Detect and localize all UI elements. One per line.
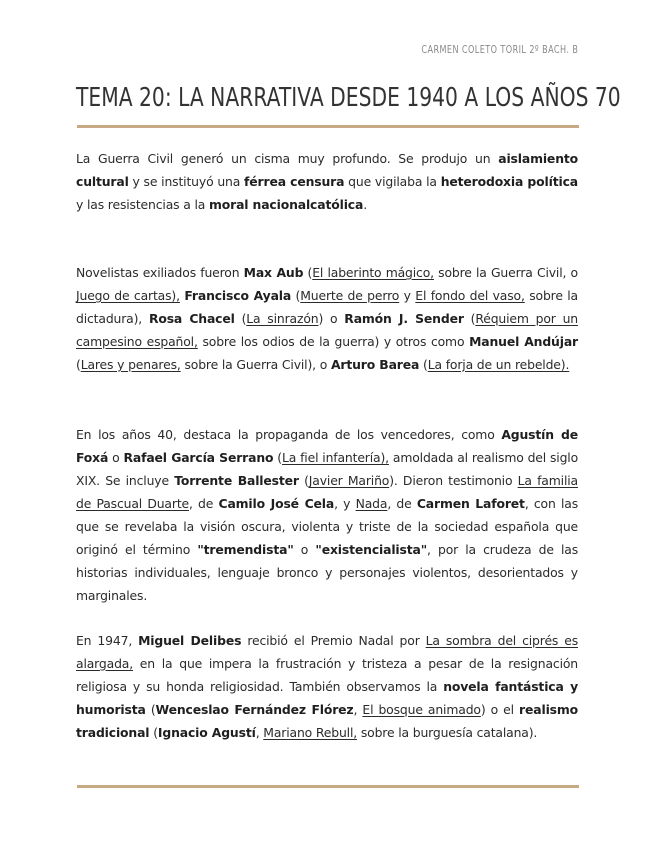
text-run: sobre la Guerra Civil), o — [180, 357, 331, 372]
text-run: Novelistas exiliados fueron — [76, 265, 244, 280]
text-run: recibió el Premio Nadal por — [241, 633, 426, 648]
text-run: sobre los odios de la guerra) y otros como — [197, 334, 470, 349]
text-run: En los años 40, destaca la propaganda de los vencedores, como — [76, 427, 502, 442]
text-run: . — [363, 197, 367, 212]
paragraph-1940s — [76, 423, 578, 607]
book-title: Réquiem por un campesino español, — [76, 311, 578, 349]
text-run: y se instituyó una — [128, 174, 245, 189]
paragraph-exiled-novelists — [76, 261, 578, 376]
author-name: Francisco Ayala — [184, 288, 292, 303]
text-run: ( — [463, 311, 476, 326]
author-name: Ignacio Agustí — [157, 725, 256, 740]
author-name: Camilo José Cela — [218, 496, 335, 511]
text-run: ( — [273, 450, 282, 465]
text-run: , con las que se revelaba la visión oscura, violenta y triste de la sociedad española que originó el término — [76, 496, 579, 557]
book-title: Juego de cartas), — [76, 288, 180, 303]
text-run: , de — [189, 496, 219, 511]
text-run: En 1947, — [76, 633, 139, 648]
text-run: sobre la Guerra Civil, o — [433, 265, 578, 280]
bold-term: aislamiento cultural — [76, 151, 578, 189]
bold-term: realismo tradicional — [76, 702, 579, 740]
text-run: ( — [149, 725, 158, 740]
text-run: y las resistencias a la — [76, 197, 209, 212]
text-run: ) o — [318, 311, 345, 326]
book-title: Javier Mariño — [308, 473, 390, 488]
book-title: El bosque animado — [362, 702, 481, 717]
text-run: que vigilaba la — [344, 174, 441, 189]
text-run: ( — [291, 288, 301, 303]
bold-term: férrea censura — [244, 174, 345, 189]
book-title: La fiel infantería), — [281, 450, 389, 465]
text-run: ( — [298, 473, 309, 488]
footer-divider — [77, 785, 579, 788]
author-name: Rosa Chacel — [148, 311, 235, 326]
book-title: La familia de Pascual Duarte — [76, 473, 578, 511]
book-title: La sinrazón — [246, 311, 319, 326]
text-run: o — [108, 450, 124, 465]
text-run: ( — [419, 357, 428, 372]
book-title: La forja de un rebelde). — [427, 357, 570, 372]
text-run: ( — [76, 357, 81, 372]
book-title: Muerte de perro — [300, 288, 400, 303]
author-name: Wenceslao Fernández Flórez — [155, 702, 354, 717]
text-run: ) o el — [480, 702, 520, 717]
book-title: El fondo del vaso, — [415, 288, 525, 303]
bold-term: novela fantástica y humorista — [76, 679, 578, 717]
book-title: Lares y penares, — [80, 357, 181, 372]
title-divider — [77, 125, 579, 128]
paragraph-1947 — [76, 629, 578, 744]
text-run: , de — [387, 496, 417, 511]
author-name: Arturo Barea — [330, 357, 420, 372]
author-name: Torrente Ballester — [174, 473, 299, 488]
text-run: ( — [234, 311, 247, 326]
text-run: ( — [145, 702, 156, 717]
bold-term: "existencialista" — [315, 542, 428, 557]
text-run: , — [255, 725, 264, 740]
text-run: y — [399, 288, 416, 303]
author-name: Max Aub — [243, 265, 304, 280]
author-name: Rafael García Serrano — [123, 450, 274, 465]
text-run: , — [353, 702, 363, 717]
text-run: o — [293, 542, 316, 557]
text-run: sobre la burguesía catalana). — [357, 725, 538, 740]
text-run: ). Dieron testimonio — [389, 473, 518, 488]
author-name: Carmen Laforet — [416, 496, 525, 511]
book-title: La sombra del ciprés es alargada, — [76, 633, 579, 671]
author-name: Ramón J. Sender — [344, 311, 464, 326]
author-name: Agustín de Foxá — [76, 427, 578, 465]
author-name: Miguel Delibes — [138, 633, 242, 648]
text-run: en la que impera la frustración y tristeza a pesar de la resignación religiosa y su honda religiosidad. También observamos la — [76, 656, 578, 694]
text-run: amoldada al realismo del siglo XIX. Se incluye — [76, 450, 579, 488]
paragraph-intro — [76, 147, 578, 216]
text-run: , y — [334, 496, 356, 511]
book-title: Mariano Rebull, — [263, 725, 358, 740]
bold-term: "tremendista" — [197, 542, 294, 557]
text-run: , por la crudeza de las historias individuales, lenguaje bronco y personajes violentos, desorientados y marginales. — [76, 542, 578, 603]
page-header: CARMEN COLETO TORIL 2º BACH. B — [421, 43, 578, 56]
author-name: Manuel Andújar — [469, 334, 578, 349]
book-title: El laberinto mágico, — [312, 265, 434, 280]
bold-term: moral nacionalcatólica — [208, 197, 364, 212]
book-title: Nada — [355, 496, 388, 511]
text-run: La Guerra Civil generó un cisma muy profundo. Se produjo un — [76, 151, 499, 166]
text-run: sobre la dictadura), — [76, 288, 579, 326]
bold-term: heterodoxia política — [440, 174, 578, 189]
text-run: ( — [303, 265, 313, 280]
page-title: TEMA 20: LA NARRATIVA DESDE 1940 A LOS AÑOS 70 — [76, 83, 621, 113]
